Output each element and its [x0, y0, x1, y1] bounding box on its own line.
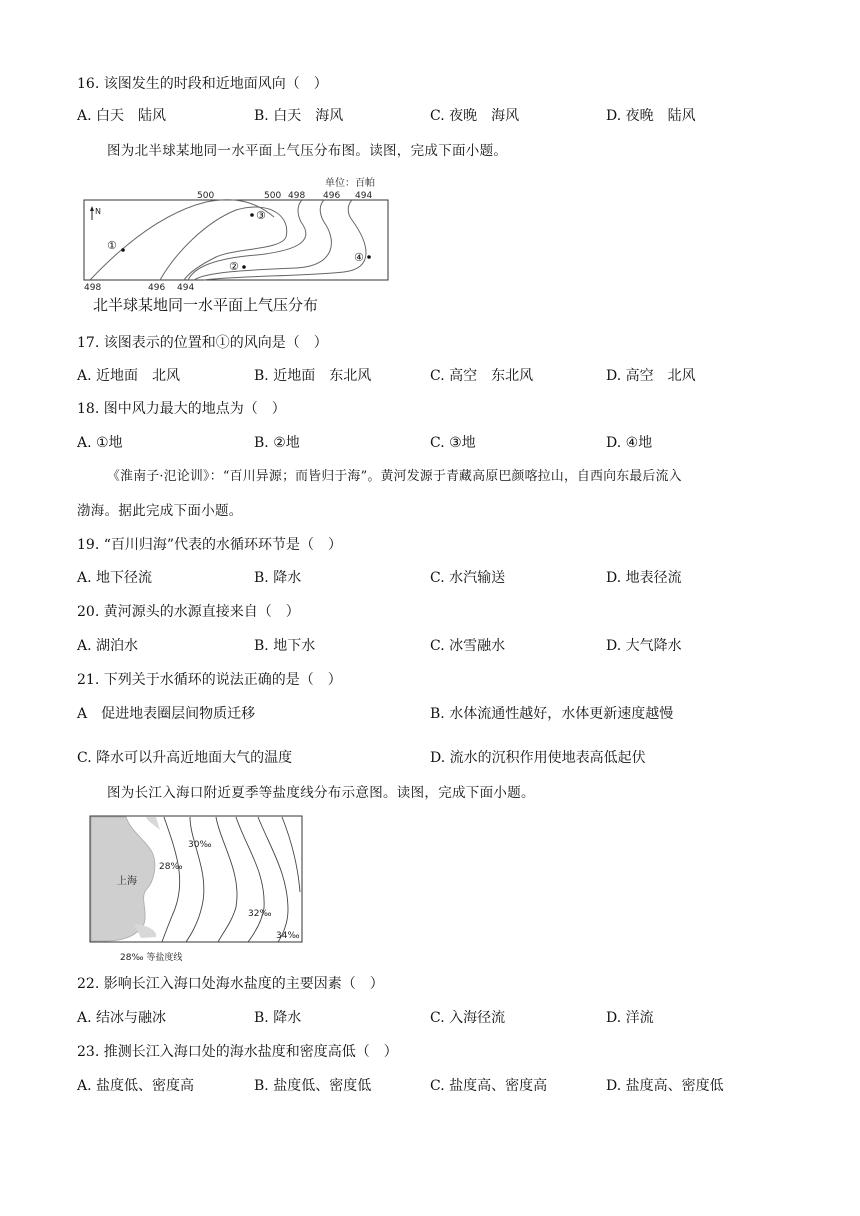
q23-option-b: B. 盐度低、密度低 [254, 1078, 372, 1094]
intro-paragraph-2-line-1: 《淮南子·氾论训》：“百川异源；而皆归于海”。黄河发源于青藏高原巴颜喀拉山，自西向东最后流入 [107, 469, 682, 484]
q22-option-b: B. 降水 [254, 1010, 302, 1026]
isobar-line [90, 200, 274, 280]
city-label: 上海 [117, 876, 137, 887]
question-18-stem: 18. 图中风力最大的地点为（ ） [77, 401, 286, 417]
isobar-label: 498 [84, 283, 102, 293]
figure-1-caption: 北半球某地同一水平面上气压分布 [93, 296, 319, 314]
question-17-stem: 17. 该图表示的位置和①的风向是（ ） [77, 335, 328, 351]
point-2-label: ② [229, 260, 239, 273]
q23-option-a: A. 盐度低、密度高 [77, 1078, 195, 1094]
north-arrow-icon [90, 206, 101, 220]
isobar-label: 494 [177, 283, 195, 293]
q20-option-d: D. 大气降水 [606, 638, 682, 654]
q18-option-c: C. ③地 [430, 435, 476, 451]
q21-option-c: C. 降水可以升高近地面大气的温度 [77, 750, 293, 766]
unit-label: 单位：百帕 [325, 178, 375, 189]
question-19-stem: 19. “百川归海”代表的水循环环节是（ ） [77, 537, 343, 553]
q16-option-a: A. 白天 陆风 [77, 108, 167, 124]
svg-text:N: N [95, 207, 101, 216]
q16-option-d: D. 夜晚 陆风 [606, 108, 696, 124]
q16-option-b: B. 白天 海风 [254, 108, 344, 124]
q23-option-d: D. 盐度高、密度低 [606, 1078, 724, 1094]
question-21-stem: 21. 下列关于水循环的说法正确的是（ ） [77, 672, 342, 688]
isoline-label: 34‰ [276, 931, 300, 941]
q21-option-d: D. 流水的沉积作用使地表高低起伏 [430, 750, 646, 766]
isobar-label: 500 [264, 191, 282, 201]
q20-option-c: C. 冰雪融水 [430, 638, 506, 654]
q19-option-a: A. 地下径流 [77, 570, 153, 586]
question-23-stem: 23. 推测长江入海口处的海水盐度和密度高低（ ） [77, 1044, 398, 1060]
isobar-label: 496 [323, 191, 341, 201]
point-1-label: ① [107, 239, 117, 252]
intro-figure-2: 图为长江入海口附近夏季等盐度线分布示意图。读图，完成下面小题。 [107, 785, 535, 801]
q18-option-b: B. ②地 [254, 435, 300, 451]
q22-option-d: D. 洋流 [606, 1010, 654, 1026]
q22-option-c: C. 入海径流 [430, 1010, 506, 1026]
isoline-label: 28‰ [159, 862, 183, 872]
isoline-label: 30‰ [188, 840, 212, 850]
q19-option-b: B. 降水 [254, 570, 302, 586]
q23-option-c: C. 盐度高、密度高 [430, 1078, 548, 1094]
q19-option-d: D. 地表径流 [606, 570, 682, 586]
intro-paragraph-2-line-2: 渤海。据此完成下面小题。 [77, 503, 243, 519]
q20-option-a: A. 湖泊水 [77, 638, 139, 654]
q21-option-a: A 促进地表圈层间物质迁移 [77, 706, 256, 722]
q22-option-a: A. 结冰与融冰 [77, 1010, 167, 1026]
salinity-figure [86, 812, 310, 968]
isobar-label: 498 [288, 191, 306, 201]
question-22-stem: 22. 影响长江入海口处海水盐度的主要因素（ ） [77, 976, 384, 992]
q17-option-c: C. 高空 东北风 [430, 368, 534, 384]
q18-option-d: D. ④地 [606, 435, 653, 451]
isobar-label: 494 [355, 191, 373, 201]
q21-option-b: B. 水体流通性越好，水体更新速度越慢 [430, 706, 674, 722]
isobar-label: 500 [197, 191, 215, 201]
point-3-label: ③ [256, 209, 266, 222]
q20-option-b: B. 地下水 [254, 638, 316, 654]
q19-option-c: C. 水汽输送 [430, 570, 506, 586]
point-4-label: ④ [354, 251, 364, 264]
isobar-label: 496 [148, 283, 166, 293]
q17-option-d: D. 高空 北风 [606, 368, 696, 384]
q17-option-b: B. 近地面 东北风 [254, 368, 372, 384]
q16-option-c: C. 夜晚 海风 [430, 108, 520, 124]
question-20-stem: 20. 黄河源头的水源直接来自（ ） [77, 604, 300, 620]
isoline-label: 32‰ [248, 909, 272, 919]
isobar-figure [76, 172, 396, 294]
question-16-stem: 16. 该图发生的时段和近地面风向（ ） [77, 76, 328, 92]
legend-label: 28‰ 等盐度线 [120, 953, 183, 963]
q18-option-a: A. ①地 [77, 435, 123, 451]
q17-option-a: A. 近地面 北风 [77, 368, 181, 384]
intro-figure-1: 图为北半球某地同一水平面上气压分布图。读图，完成下面小题。 [107, 143, 508, 159]
